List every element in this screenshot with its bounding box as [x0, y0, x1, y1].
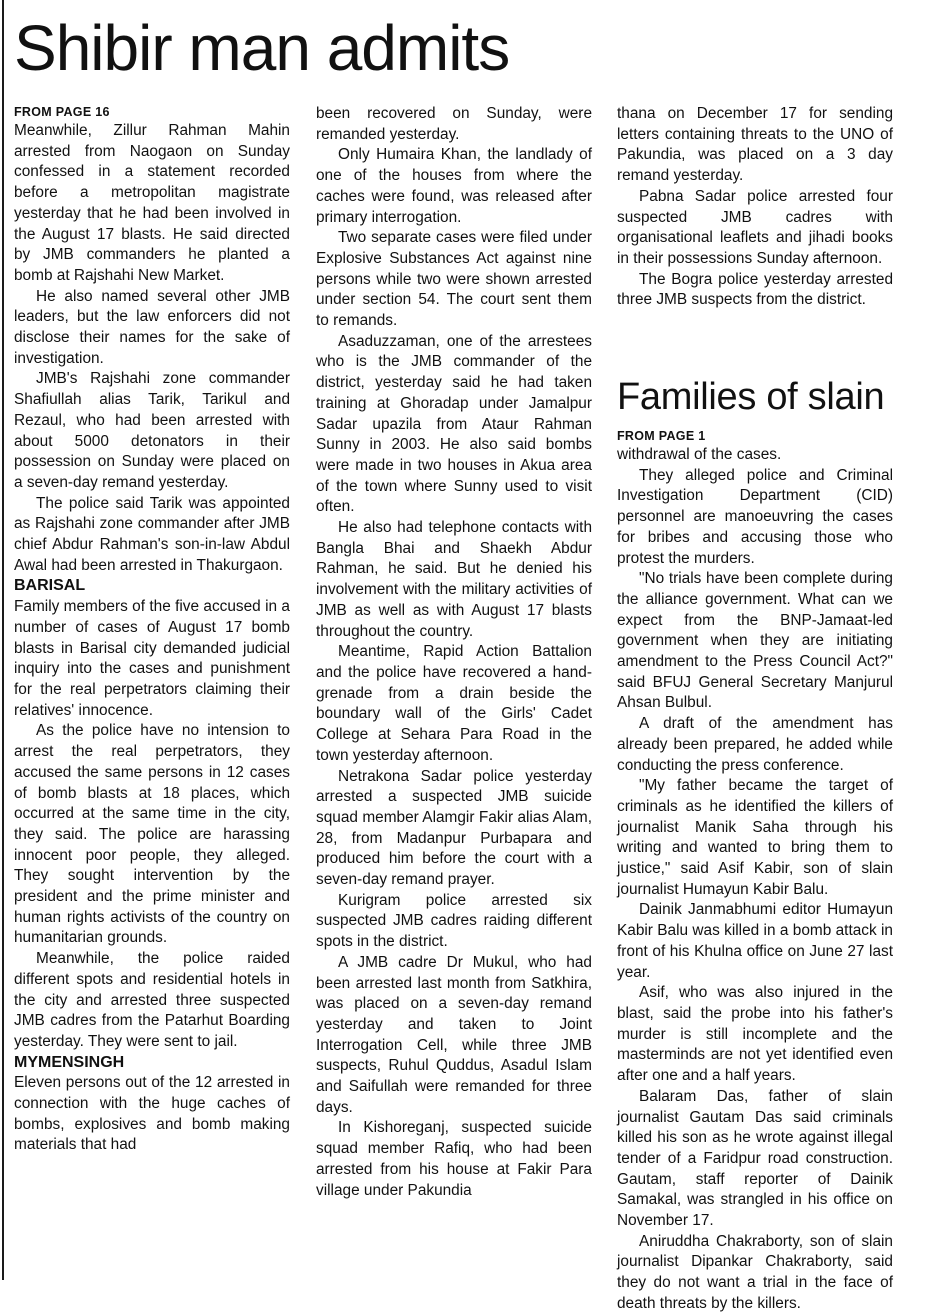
paragraph: Only Humaira Khan, the landlady of one of the houses from where the caches were found, was released after primary interrogation.: [316, 146, 592, 226]
article1-column-3: [617, 104, 893, 354]
paragraph: The police said Tarik was appointed as Rajshahi zone commander after JMB chief Abdur Rahman's son-in-law Abdul Awal had been arrested in Thakurgaon.: [14, 494, 290, 574]
paragraph: "My father became the target of criminals as he identified the killers of journalist Manik Saha through his writing and wanted to bring them to justice," said Asif Kabir, son of slain journalist Humayun Kabir Balu.: [617, 777, 893, 898]
paragraph: Meanwhile, the police raided different spots and residential hotels in the city and arrested three suspected JMB cadres from the Patarhut Boarding yesterday. They were sent to jail.: [14, 950, 290, 1050]
paragraph: A JMB cadre Dr Mukul, who had been arrested last month from Satkhira, was placed on a seven-day remand yesterday and taken to Joint Interrogation Cell, while three JMB suspects, Ruhul Quddus, Asadul Islam and Saifullah were remanded for three days.: [316, 953, 592, 1116]
paragraph: Meantime, Rapid Action Battalion and the police have recovered a hand-grenade from a drain beside the boundary wall of the Girls' Cadet College at Sehara Para Road in the town yesterday afternoon.: [316, 643, 592, 764]
paragraph: Kurigram police arrested six suspected JMB cadres raiding different spots in the district.: [316, 891, 592, 951]
paragraph: As the police have no intension to arrest the real perpetrators, they accused the same persons in 12 cases of bomb blasts at 18 places, which occurred at the same time in the city, they said. The police are harassing innocent poor people, they alleged. They sought intervention by the president and the prime minister and human rights activists of the country on humanitarian grounds.: [14, 722, 290, 947]
article2-body-text: [617, 445, 893, 1315]
kicker-from-page-1: FROM PAGE 1: [617, 429, 706, 443]
paragraph: Meanwhile, Zillur Rahman Mahin arrested from Naogaon on Sunday confessed in a statement recorded before a metropolitan magistrate yesterday that he had been involved in the August 17 blasts. He said directed by JMB commanders he planted a bomb at Rajshahi New Market.: [14, 122, 290, 284]
paragraph: Balaram Das, father of slain journalist Gautam Das said criminals killed his son as he wrote against illegal tender of a Faridpur road construction. Gautam, staff reporter of Dainik Samakal, was strangled in his office on November 17.: [617, 1087, 893, 1230]
paragraph: withdrawal of the cases.: [617, 446, 782, 463]
paragraph: Two separate cases were filed under Explosive Substances Act against nine persons while two were shown arrested under section 54. The court sent them to remands.: [316, 229, 592, 330]
paragraph: A draft of the amendment has already been prepared, he added while conducting the press conference.: [617, 715, 893, 774]
paragraph: Pabna Sadar police arrested four suspected JMB cadres with organisational leaflets and jihadi books in their possessions Sunday afternoon.: [617, 187, 893, 267]
headline-families-of-slain: Families of slain: [617, 376, 885, 418]
paragraph: JMB's Rajshahi zone commander Shafiullah alias Tarik, Tarikul and Rezaul, who had been arrested with about 5000 detonators in their possession on Sunday were placed on a seven-day remand yesterday.: [14, 370, 290, 491]
paragraph: In Kishoreganj, suspected suicide squad member Rafiq, who had been arrested from his house at Fakir Para village under Pakundia: [316, 1119, 592, 1199]
paragraph: "No trials have been complete during the alliance government. What can we expect from the BNP-Jamaat-led government when they are initiating amendment to the Press Council Act?" said BFUJ General Secretary Manjurul Ahsan Bulbul.: [617, 570, 893, 712]
paragraph: thana on December 17 for sending letters containing threats to the UNO of Pakundia, was placed on a 3 day remand yesterday.: [617, 105, 893, 185]
paragraph: The Bogra police yesterday arrested three JMB suspects from the district.: [617, 270, 893, 309]
article2-body: [617, 428, 893, 1312]
paragraph: Aniruddha Chakraborty, son of slain journalist Dipankar Chakraborty, said they do not want a trial in the face of death threats by the killers.: [617, 1232, 893, 1312]
subheading: MYMENSINGH: [14, 1053, 125, 1071]
paragraph: He also had telephone contacts with Bangla Bhai and Shaekh Abdur Rahman, he said. But he denied his involvement with the military activities of JMB as well as with August 17 blasts throughout the country.: [316, 519, 592, 640]
paragraph: He also named several other JMB leaders, but the law enforcers did not disclose their names for the sake of investigation.: [14, 287, 290, 367]
headline-shibir-man-admits: Shibir man admits: [14, 12, 510, 84]
paragraph: They alleged police and Criminal Investigation Department (CID) personnel are manoeuvring the cases for bribes and accusing those who protest the murders.: [617, 466, 893, 567]
kicker-from-page-16: FROM PAGE 16: [14, 105, 110, 119]
paragraph: Netrakona Sadar police yesterday arrested a suspected JMB suicide squad member Alamgir Fakir alias Alam, 28, from Madanpur Purbapara and produced him before the court with a seven-day remand prayer.: [316, 767, 592, 889]
paragraph: Eleven persons out of the 12 arrested in connection with the huge caches of bombs, explosives and bomb making materials that had: [14, 1074, 290, 1154]
article1-column-1: [14, 104, 290, 1284]
article1-column-2: [316, 104, 592, 1284]
left-column-rule: [2, 0, 4, 1280]
paragraph: Asaduzzaman, one of the arrestees who is the JMB commander of the district, yesterday said he had taken training at Ghoradap under Jamalpur Sadar upazila from Ataur Rahman Sunny in 2003. He also said bombs were made in two houses in Akua area of the town where Sunny used to visit often.: [316, 332, 592, 516]
paragraph: Family members of the five accused in a number of cases of August 17 bomb blasts in Barisal city demanded judicial inquiry into the cases and punishment for the real perpetrators claiming their relatives' innocence.: [14, 598, 290, 719]
paragraph: Asif, who was also injured in the blast, said the probe into his father's murder is still incomplete and the masterminds are not yet identified even after one and a half years.: [617, 984, 893, 1085]
paragraph: Dainik Janmabhumi editor Humayun Kabir Balu was killed in a bomb attack in front of his Khulna office on June 27 last year.: [617, 901, 893, 981]
subheading: BARISAL: [14, 577, 86, 595]
article1-column-1-body: [14, 121, 290, 1156]
paragraph: been recovered on Sunday, were remanded yesterday.: [316, 105, 592, 143]
